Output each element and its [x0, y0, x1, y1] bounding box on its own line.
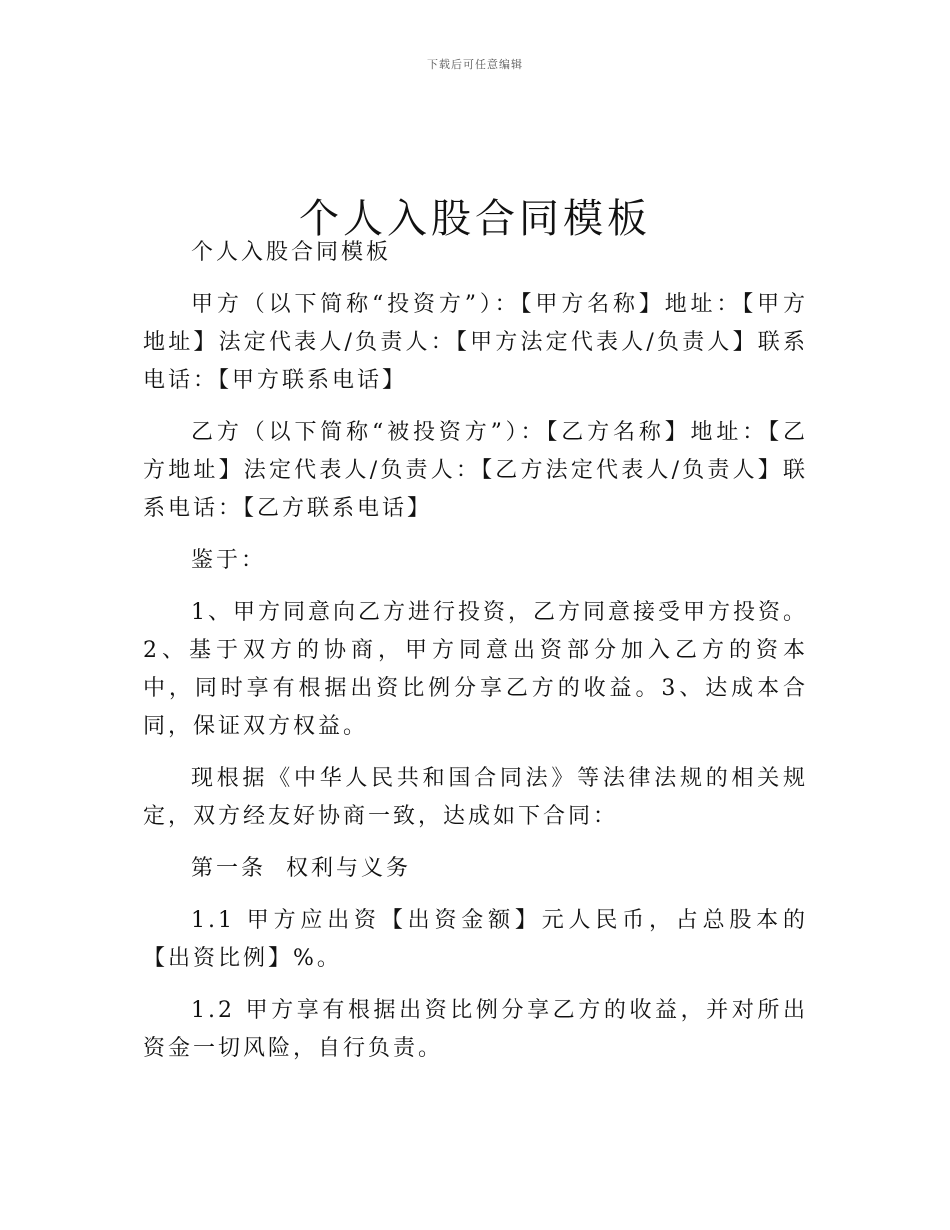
paragraph-subtitle: 个人入股合同模板	[191, 240, 392, 265]
paragraph-party-a: 甲方（以下简称“投资方”）：【甲方名称】地址：【甲方地址】法定代表人/负责人：【甲方法定代表人/负责人】联系电话：【甲方联系电话】	[143, 292, 808, 393]
article-1-heading: 第一条 权利与义务	[191, 856, 411, 881]
clause-1-2: 1.2 甲方享有根据出资比例分享乙方的收益，并对所出资金一切风险，自行负责。	[143, 998, 808, 1061]
document-body	[143, 234, 808, 1082]
clause-1-1: 1.1 甲方应出资【出资金额】元人民币，占总股本的【出资比例】%。	[143, 908, 808, 971]
paragraph-recitals: 1、甲方同意向乙方进行投资，乙方同意接受甲方投资。2、基于双方的协商，甲方同意出资部分加入乙方的资本中，同时享有根据出资比例分享乙方的收益。3、达成本合同，保证双方权益。	[143, 600, 808, 739]
header-note: 下载后可任意编辑	[427, 58, 523, 71]
paragraph-whereas: 鉴于：	[191, 548, 267, 573]
paragraph-basis: 现根据《中华人民共和国合同法》等法律法规的相关规定，双方经友好协商一致，达成如下合同：	[143, 766, 808, 829]
document-title: 个人入股合同模板	[299, 195, 651, 242]
paragraph-party-b: 乙方（以下简称“被投资方”）：【乙方名称】地址：【乙方地址】法定代表人/负责人：【乙方法定代表人/负责人】联系电话：【乙方联系电话】	[143, 420, 808, 521]
